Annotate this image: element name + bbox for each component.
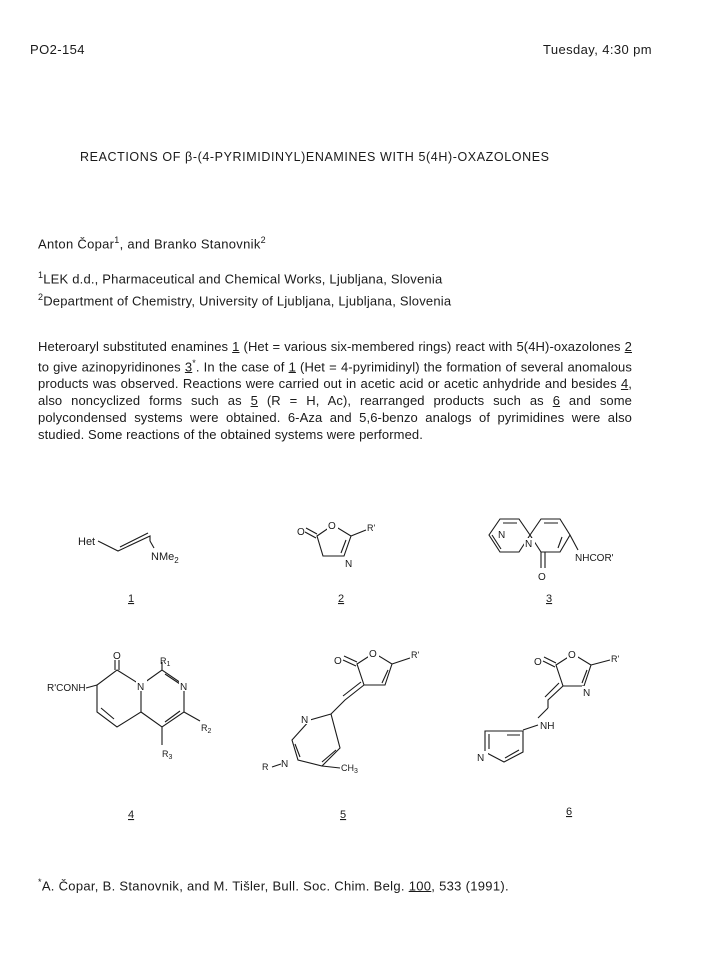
carbonyl-o: O xyxy=(113,651,121,662)
structure-6 xyxy=(476,648,619,818)
abstract-text: (R = H, Ac), rearranged products such as xyxy=(257,393,553,409)
bridge-n: N xyxy=(525,539,533,550)
abstract-text: and some polycondensed systems were obtained. 6-Aza and 5,6-benzo analogs of pyrimidines were also studied. Some reactions of the obtained systems were performed. xyxy=(38,393,633,443)
footnote xyxy=(38,877,509,893)
compound-label: 1 xyxy=(128,593,135,605)
compound-label: 3 xyxy=(546,593,553,605)
compound-ref: 5 xyxy=(250,393,258,409)
structure-5 xyxy=(262,647,419,821)
nh-bond xyxy=(538,708,548,718)
nhcor-label: NHCOR' xyxy=(575,553,614,564)
abstract-text: (Het = various six-membered rings) react with 5(4H)-oxazolones xyxy=(239,339,625,354)
affiliation-marker: 2 xyxy=(38,292,44,303)
footnote-marker: * xyxy=(38,877,42,887)
carbonyl-bond xyxy=(343,656,357,666)
author-name: Anton Čopar xyxy=(38,236,115,252)
r-prime: R' xyxy=(367,523,376,533)
r-bond xyxy=(351,530,366,536)
nh-aryl-bond xyxy=(523,725,538,730)
ring-n: N xyxy=(345,559,353,570)
affiliation-marker: 1 xyxy=(38,270,44,280)
nh-bond xyxy=(570,535,578,550)
abstract-code: PO2-154 xyxy=(30,42,85,57)
methyl-bond xyxy=(322,766,340,768)
compound-label: 4 xyxy=(128,809,135,821)
r-bond xyxy=(591,660,610,665)
abstract-text: (Het = 4-pyrimidinyl) the formation of several anomalous products was observed. Reactions were carried out in acetic acid or acetic anhydride and besides xyxy=(38,359,632,392)
cn-double-bond xyxy=(582,670,587,683)
carbonyl-bond xyxy=(543,657,556,667)
right-ring xyxy=(141,670,184,727)
r-bond xyxy=(392,658,410,664)
carbonyl-bond xyxy=(305,528,317,538)
right-ring xyxy=(530,519,570,552)
compound-ref: 4 xyxy=(620,376,629,392)
compound-label: 2 xyxy=(338,593,345,605)
structure-3 xyxy=(489,519,614,605)
rn-bond xyxy=(272,764,281,767)
ring-n: N xyxy=(583,688,591,699)
affiliation-text: LEK d.d., Pharmaceutical and Chemical Works, Ljubljana, Slovenia xyxy=(43,271,443,287)
pyridine-n: N xyxy=(477,753,485,764)
r-label: R xyxy=(262,762,269,772)
exo-chain xyxy=(545,683,563,708)
compound-ref: 1 xyxy=(288,359,296,375)
carbonyl-bond xyxy=(541,552,545,568)
r1-label: $R_1$ xyxy=(160,656,171,668)
abstract-text: , also noncyclized forms such as xyxy=(38,376,632,409)
amide-bond xyxy=(86,685,97,688)
carbonyl-o: O xyxy=(538,572,546,583)
pyridine-ring xyxy=(485,731,523,762)
compound-ref: 1 xyxy=(232,339,240,354)
r2-bond xyxy=(184,712,200,721)
pyrimidine-ring xyxy=(292,714,340,766)
r-prime: R' xyxy=(611,654,620,664)
footnote-text: , 533 (1991). xyxy=(431,878,509,894)
ring-double-bond xyxy=(382,670,388,683)
author-name: Branko Stanovnik xyxy=(153,236,261,252)
footnote-text: A. Čopar, B. Stanovnik, and M. Tišler, Bull. Soc. Chim. Belg. xyxy=(41,878,409,894)
bridge-n: N xyxy=(137,682,145,693)
enamine-bond xyxy=(98,536,150,551)
exo-chain xyxy=(331,685,364,714)
left-ring xyxy=(489,519,533,552)
compound-ref: 2 xyxy=(624,339,632,354)
ring-o: O xyxy=(369,649,377,660)
n-bond xyxy=(150,541,154,548)
compound-label: 5 xyxy=(340,809,347,821)
ring-n: N xyxy=(498,530,506,541)
footnote-volume: 100 xyxy=(408,878,432,894)
ring-n: N xyxy=(301,715,309,726)
structure-1 xyxy=(78,533,179,605)
r2-label: $R_2$ xyxy=(201,723,212,735)
abstract-text: Heteroaryl substituted enamines xyxy=(38,339,233,354)
double-bond-line xyxy=(120,533,148,547)
affiliation-text: Department of Chemistry, University of Ljubljana, Ljubljana, Slovenia xyxy=(43,293,452,309)
ring-n: N xyxy=(180,682,188,693)
ring-o: O xyxy=(568,650,576,661)
carbonyl-o: O xyxy=(534,657,542,668)
rconh-label: R'CONH xyxy=(47,683,86,694)
ring-double-bonds xyxy=(295,744,336,762)
nh-label: NH xyxy=(540,721,555,732)
het-label: Het xyxy=(78,536,96,548)
left-ring xyxy=(97,670,141,727)
r3-label: $R_3$ xyxy=(162,749,173,761)
structure-4 xyxy=(47,651,212,821)
footnote-marker: * xyxy=(192,358,196,368)
abstract-text: . In the case of xyxy=(195,359,289,375)
affiliation-marker: 1 xyxy=(114,235,120,245)
abstract-text: to give azinopyridinones xyxy=(38,359,185,375)
nme2-label: NMe$_2$ xyxy=(151,551,179,565)
author-connector: , and xyxy=(119,236,154,252)
page-title: REACTIONS OF β-(4-PYRIMIDINYL)ENAMINES WITH 5(4H)-OXAZOLONES xyxy=(80,150,550,164)
ring-n: N xyxy=(281,759,289,770)
compound-ref: 3 xyxy=(184,359,193,375)
structure-2 xyxy=(297,519,375,605)
affiliation-marker: 2 xyxy=(260,235,266,245)
pyridine-double-bonds xyxy=(489,734,520,758)
carbonyl-o: O xyxy=(297,527,305,538)
ring-o: O xyxy=(328,521,336,532)
compound-label: 6 xyxy=(566,806,573,818)
compound-ref: 6 xyxy=(552,393,561,409)
session-time: Tuesday, 4:30 pm xyxy=(542,42,652,57)
methyl-label: $CH_3$ xyxy=(341,763,358,775)
r-prime: R' xyxy=(411,650,420,660)
carbonyl-o: O xyxy=(334,656,342,667)
